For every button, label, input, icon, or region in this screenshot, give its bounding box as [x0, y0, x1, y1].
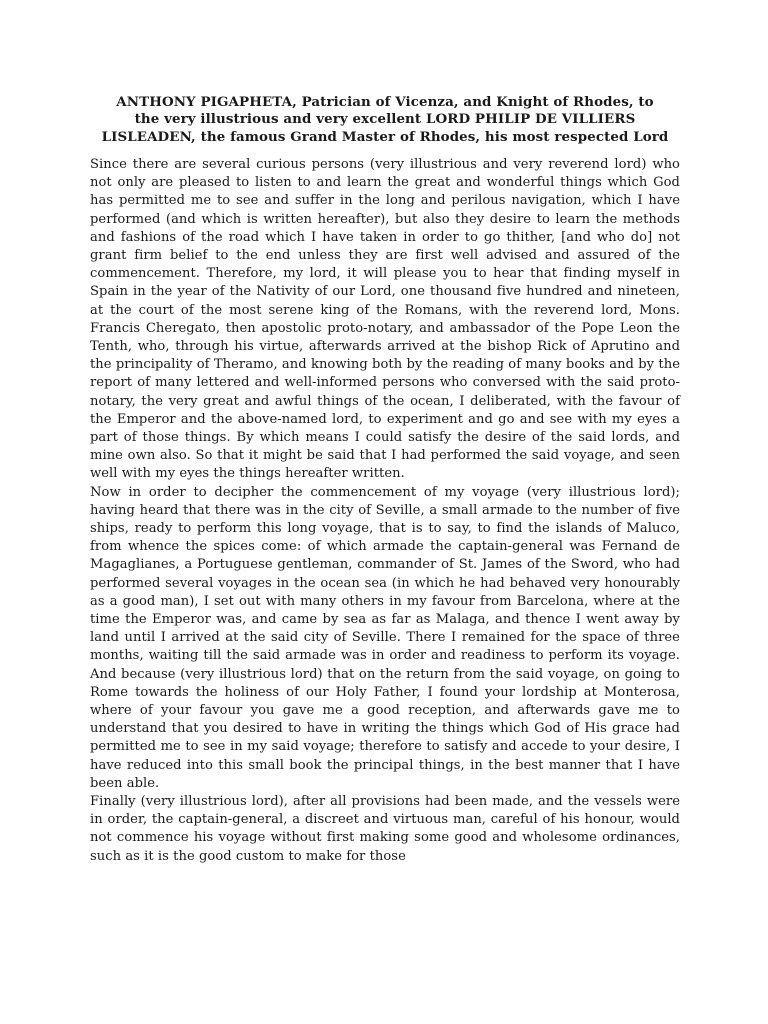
document-heading [90, 94, 680, 146]
heading-line: LISLEADEN, the famous Grand Master of Rhodes, his most respected Lord [101, 128, 669, 145]
document-page [90, 94, 680, 866]
body-paragraph: Finally (very illustrious lord), after all provisions had been made, and the vessels were in order, the captain-general, a discreet and virtuous man, careful of his honour, would not commence his voyage without first making some good and wholesome ordinances, such as it is the good custom to make for those [90, 794, 680, 864]
body-paragraph: Now in order to decipher the commencement of my voyage (very illustrious lord); having heard that there was in the city of Seville, a small armade to the number of five ships, ready to perform this long voyage, that is to say, to find the islands of Maluco, from whence the spices come: of which armade the captain-general was Fernand de Magaglianes, a Portuguese gentleman, commander of St. James of the Sword, who had performed several voyages in the ocean sea (in which he had behaved very honourably as a good man), I set out with many others in my favour from Barcelona, where at the time the Emperor was, and came by sea as far as Malaga, and thence I went away by land until I arrived at the said city of Seville. There I remained for the space of three months, waiting till the said armade was in order and readiness to perform its voyage. And because (very illustrious lord) that on the return from the said voyage, on going to Rome towards the holiness of our Holy Father, I found your lordship at Monterosa, where of your favour you gave me a good reception, and afterwards gave me to understand that you desired to have in writing the things which God of His grace had permitted me to see in my said voyage; therefore to satisfy and accede to your desire, I have reduced into this small book the principal things, in the best manner that I have been able. [90, 484, 680, 791]
heading-line: ANTHONY PIGAPHETA, Patrician of Vicenza, and Knight of Rhodes, to [116, 94, 654, 110]
body-paragraph: Since there are several curious persons (very illustrious and very reverend lord) who not only are pleased to listen to and learn the great and wonderful things which God has permitted me to see and suffer in the long and perilous navigation, which I have performed (and which is written hereafter), but also they desire to learn the methods and fashions of the road which I have taken in order to go thither, [and who do] not grant firm belief to the end unless they are first well advised and assured of the commencement. Therefore, my lord, it will please you to hear that finding myself in Spain in the year of the Nativity of our Lord, one thousand five hundred and nineteen, at the court of the most serene king of the Romans, with the reverend lord, Mons. Francis Cheregato, then apostolic proto-notary, and ambassador of the Pope Leon the Tenth, who, through his virtue, afterwards arrived at the bishop Rick of Aprutino and the principality of Theramo, and knowing both by the reading of many books and by the report of many lettered and well-informed persons who conversed with the said proto-notary, the very great and awful things of the ocean, I deliberated, with the favour of the Emperor and the above-named lord, to experiment and go and see with my eyes a part of those things. By which means I could satisfy the desire of the said lords, and mine own also. So that it might be said that I had performed the said voyage, and seen well with my eyes the things hereafter written. [90, 156, 680, 482]
heading-line: the very illustrious and very excellent LORD PHILIP DE VILLIERS [134, 111, 636, 128]
